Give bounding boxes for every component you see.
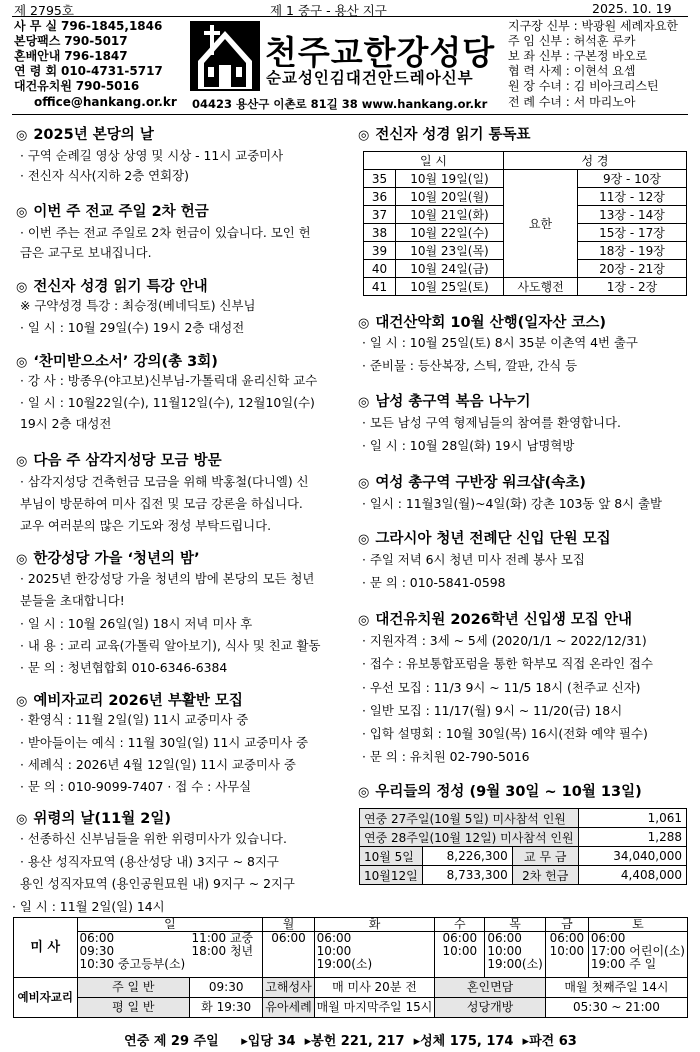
issue-number: 제 2795호 bbox=[14, 3, 74, 18]
text-line: · 2025년 한강성당 가을 청년의 밤에 본당의 모든 청년 bbox=[20, 571, 315, 586]
section-title: ◎ 남성 총구역 복음 나누기 bbox=[358, 394, 531, 410]
table-row: 예비자교리 주 일 반 09:30 고해성사 매 미사 20분 전 혼인면담 매월 첫째주일 14시 bbox=[14, 978, 688, 998]
text-line: · 삼각지성당 건축헌금 모금을 위해 박홍철(다니엘) 신 bbox=[20, 474, 309, 489]
email[interactable]: office@hankang.or.kr bbox=[34, 95, 177, 109]
text-line: · 선종하신 신부님들을 위한 위령미사가 있습니다. bbox=[20, 831, 287, 846]
text-line: 용인 성직자묘역 (용인공원묘원 내) 9지구 ~ 2지구 bbox=[20, 876, 295, 891]
table-header: 일 시 bbox=[364, 152, 504, 170]
text-line: · 우선 모집 : 11/3 9시 ~ 11/5 18시 (천주교 신자) bbox=[362, 680, 641, 695]
reading-table bbox=[363, 151, 687, 296]
text-line: · 용산 성직자묘역 (용산성당 내) 3지구 ~ 8지구 bbox=[20, 854, 279, 869]
address: 04423 용산구 이촌로 81길 38 www.hankang.or.kr bbox=[192, 97, 488, 111]
text-line: ※ 구약성경 특강 : 최승정(베네딕토) 신부님 bbox=[20, 298, 256, 313]
text-line: · 문 의 : 청년협합회 010-6346-6384 bbox=[20, 660, 228, 675]
section-title: ◎ 한강성당 가을 ‘청년의 밤’ bbox=[16, 551, 200, 567]
text-line: · 일 시 : 10월 29일(수) 19시 2층 대성전 bbox=[20, 320, 245, 335]
text-line: · 강 사 : 방종우(야고보)신부님-가톨릭대 윤리신학 교수 bbox=[20, 373, 318, 388]
section-title: ◎ 전신자 성경 읽기 특강 안내 bbox=[16, 279, 208, 295]
table-row: 36 10월 20일(월) 11장 - 12장 bbox=[364, 188, 687, 206]
text-line: · 전신자 식사(지하 2층 연회장) bbox=[20, 168, 189, 183]
table-row: 06:00 09:30 10:30 중고등부(소) 11:00 교중 18:00 청년 06:00 06:00 10:00 19:00(소) 06:00 10:00 06:00 10:00 19:00(소) 06:00 10:00 06:00 17:00 어린이(소) 19:00 주 일 bbox=[14, 932, 688, 978]
table-row: 37 10월 21일(화) 13장 - 14장 bbox=[364, 206, 687, 224]
table-row: 41 10월 25일(토) 사도행전 1장 - 2장 bbox=[364, 278, 687, 296]
text-line: · 주일 저녁 6시 청년 미사 전례 봉사 모집 bbox=[362, 552, 585, 567]
table-row: 연중 28주일(10월 12일) 미사참석 인원 1,288 bbox=[360, 828, 687, 847]
text-line: · 지원자격 : 3세 ~ 5세 (2020/1/1 ~ 2022/12/31) bbox=[362, 633, 647, 648]
table-row: 평 일 반 화 19:30 유아세례 매월 마지막주일 15시 성당개방 05:30 ~ 21:00 bbox=[14, 998, 688, 1018]
section-title: ◎ 위령의 날(11월 2일) bbox=[16, 811, 172, 827]
table-row: 미 사 일 월 화 수 목 금 토 bbox=[14, 918, 688, 932]
section-title: ◎ 대건산악회 10월 산행(일자산 코스) bbox=[358, 315, 607, 331]
text-line: 교우 여러분의 많은 기도와 정성 부탁드립니다. bbox=[20, 518, 272, 533]
section-title: ◎ 이번 주 전교 주일 2차 헌금 bbox=[16, 204, 209, 220]
text-line: · 일시 : 11월3일(월)~4일(화) 강촌 103동 앞 8시 출발 bbox=[362, 496, 662, 511]
text-line: · 일 시 : 11월 2일(일) 14시 bbox=[12, 899, 165, 914]
table-row: 38 10월 22일(수) 15장 - 17장 bbox=[364, 224, 687, 242]
text-line: · 접수 : 유보통합포럼을 통한 학부모 직접 온라인 접수 bbox=[362, 656, 653, 671]
table-row: 35 10월 19일(일) 요한 9장 - 10장 bbox=[364, 170, 687, 188]
table-row: 40 10월 24일(금) 20장 - 21장 bbox=[364, 260, 687, 278]
text-line: · 모든 남성 구역 형제님들의 참여를 환영합니다. bbox=[362, 415, 621, 430]
text-line: · 구역 순례길 영상 상영 및 시상 - 11시 교중미사 bbox=[20, 148, 284, 163]
date: 2025. 10. 19 bbox=[592, 1, 672, 16]
text-line: · 문 의 : 010-5841-0598 bbox=[362, 575, 506, 590]
table-header: 성 경 bbox=[504, 152, 687, 170]
section-title: ◎ 예비자교리 2026년 부활반 모집 bbox=[16, 693, 243, 709]
text-line: 19시 2층 대성전 bbox=[20, 416, 112, 431]
hymn-footer: 연중 제 29 주일 ▸입당 34 ▸봉헌 221, 217 ▸성체 175, 174 ▸파견 63 bbox=[124, 1034, 577, 1049]
text-line: · 이번 주는 전교 주일로 2차 헌금이 있습니다. 모인 헌 bbox=[20, 225, 311, 240]
masthead-top bbox=[12, 0, 688, 17]
section-title: ◎ ‘찬미받으소서’ 강의(총 3회) bbox=[16, 354, 218, 370]
table-row: 39 10월 23일(목) 18장 - 19장 bbox=[364, 242, 687, 260]
text-line: · 준비물 : 등산복장, 스틱, 깔판, 간식 등 bbox=[362, 358, 578, 373]
text-line: · 일 시 : 10월 28일(화) 19시 남명혁방 bbox=[362, 438, 575, 453]
text-line: · 세례식 : 2026년 4월 12일(일) 11시 교중미사 중 bbox=[20, 757, 296, 772]
text-line: · 환영식 : 11월 2일(일) 11시 교중미사 중 bbox=[20, 712, 249, 727]
text-line: · 받아들이는 예식 : 11월 30일(일) 11시 교중미사 중 bbox=[20, 735, 309, 750]
text-line: · 문 의 : 010-9099-7407 · 접 수 : 사무실 bbox=[20, 779, 252, 794]
text-line: · 내 용 : 교리 교육(가톨릭 알아보기), 식사 및 친교 활동 bbox=[20, 638, 321, 653]
table-row: 연중 27주일(10월 5일) 미사참석 인원 1,061 bbox=[360, 809, 687, 828]
church-logo-icon bbox=[190, 21, 260, 91]
section-title: ◎ 전신자 성경 읽기 통독표 bbox=[358, 127, 531, 143]
text-line: · 입학 설명회 : 10월 30일(목) 16시(전화 예약 필수) bbox=[362, 726, 648, 741]
district: 제 1 중구 - 용산 지구 bbox=[270, 3, 387, 18]
section-title: ◎ 여성 총구역 구반장 워크샵(속초) bbox=[358, 475, 586, 491]
section-title: ◎ 우리들의 정성 (9월 30일 ~ 10월 13일) bbox=[358, 784, 642, 800]
section-title: ◎ 대건유치원 2026학년 신입생 모집 안내 bbox=[358, 612, 632, 628]
text-line: 금은 교구로 보내집니다. bbox=[20, 245, 152, 260]
offering-table bbox=[359, 808, 687, 885]
text-line: 부님이 방문하여 미사 집전 및 모금 강론을 하십니다. bbox=[20, 496, 303, 511]
table-row: 10월12일 8,733,300 2차 헌금 4,408,000 bbox=[360, 866, 687, 885]
section-title: ◎ 2025년 본당의 날 bbox=[16, 127, 154, 143]
text-line: · 일 시 : 10월22일(수), 11월12일(수), 12월10일(수) bbox=[20, 395, 315, 410]
text-line: · 일 시 : 10월 26일(일) 18시 저녁 미사 후 bbox=[20, 616, 253, 631]
section-title: ◎ 그라시아 청년 전례단 신입 단원 모집 bbox=[358, 531, 611, 547]
patron-saint: 순교성인김대건안드레아신부 bbox=[266, 69, 474, 87]
text-line: · 문 의 : 유치원 02-790-5016 bbox=[362, 749, 530, 764]
section-title: ◎ 다음 주 삼각지성당 모금 방문 bbox=[16, 453, 222, 469]
masthead-divider bbox=[12, 114, 688, 115]
text-line: 분들을 초대합니다! bbox=[20, 593, 125, 608]
mass-schedule-table bbox=[13, 917, 688, 1018]
text-line: · 일 시 : 10월 25일(토) 8시 35분 이촌역 4번 출구 bbox=[362, 335, 638, 350]
table-row: 10월 5일 8,226,300 교 무 금 34,040,000 bbox=[360, 847, 687, 866]
parish-name: 천주교한강성당 bbox=[265, 33, 496, 72]
text-line: · 일반 모집 : 11/17(월) 9시 ~ 11/20(금) 18시 bbox=[362, 703, 623, 718]
